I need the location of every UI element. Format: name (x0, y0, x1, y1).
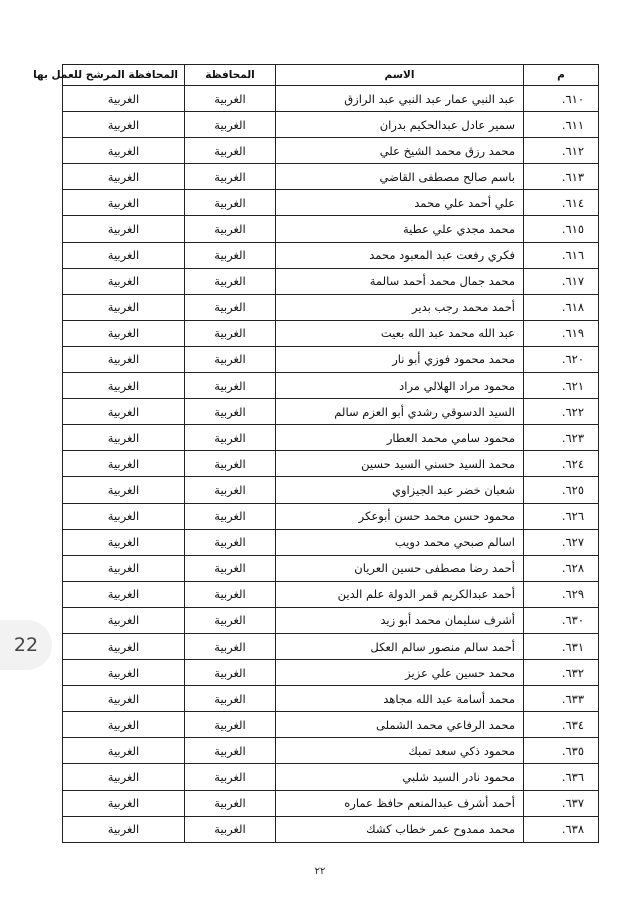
row-number: ٦٢٣. (524, 425, 599, 451)
table-row (63, 790, 599, 816)
row-number: ٦١٤. (524, 190, 599, 216)
row-number: ٦٢٢. (524, 399, 599, 425)
row-number: ٦٣٤. (524, 712, 599, 738)
row-number: ٦٢٠. (524, 346, 599, 372)
row-number: ٦٣١. (524, 633, 599, 659)
table-row (63, 477, 599, 503)
row-target-governorate: الغربية (63, 268, 185, 294)
row-governorate: الغربية (185, 216, 276, 242)
row-governorate: الغربية (185, 294, 276, 320)
row-name: أحمد عبدالكريم قمر الدولة علم الدين (276, 581, 524, 607)
row-governorate: الغربية (185, 738, 276, 764)
row-number: ٦٢٩. (524, 581, 599, 607)
table-row (63, 712, 599, 738)
names-table (33, 64, 599, 843)
row-number: ٦١٣. (524, 164, 599, 190)
row-governorate: الغربية (185, 712, 276, 738)
row-name: محمود سامي محمد العطار (276, 425, 524, 451)
row-name: محمد أسامة عبد الله مجاهد (276, 686, 524, 712)
header-target-governorate: المحافظة المرشح للعمل بها (63, 65, 185, 86)
row-target-governorate: الغربية (63, 686, 185, 712)
row-target-governorate: الغربية (63, 399, 185, 425)
row-name: سمير عادل عبدالحكيم بدران (276, 112, 524, 138)
table-row (63, 660, 599, 686)
table-row (63, 425, 599, 451)
row-number: ٦٣٦. (524, 764, 599, 790)
row-name: محمود نادر السيد شلبي (276, 764, 524, 790)
table-row (63, 242, 599, 268)
row-number: ٦٢١. (524, 373, 599, 399)
row-number: ٦١٦. (524, 242, 599, 268)
row-number: ٦١٠. (524, 86, 599, 112)
row-name: فكري رفعت عبد المعبود محمد (276, 242, 524, 268)
row-name: السيد الدسوقي رشدي أبو العزم سالم (276, 399, 524, 425)
row-target-governorate: الغربية (63, 373, 185, 399)
table-row (63, 399, 599, 425)
row-name: محمد ممدوح عمر خطاب كشك (276, 816, 524, 842)
row-governorate: الغربية (185, 529, 276, 555)
row-number: ٦٣٢. (524, 660, 599, 686)
table-row (63, 216, 599, 242)
row-name: أحمد أشرف عبدالمنعم حافظ عماره (276, 790, 524, 816)
row-target-governorate: الغربية (63, 816, 185, 842)
row-name: باسم صالح مصطفى القاضي (276, 164, 524, 190)
table-row (63, 555, 599, 581)
row-governorate: الغربية (185, 790, 276, 816)
row-governorate: الغربية (185, 86, 276, 112)
row-governorate: الغربية (185, 112, 276, 138)
row-name: محمد رزق محمد الشيخ علي (276, 138, 524, 164)
row-governorate: الغربية (185, 555, 276, 581)
row-number: ٦٣٧. (524, 790, 599, 816)
row-target-governorate: الغربية (63, 529, 185, 555)
row-governorate: الغربية (185, 399, 276, 425)
table-row (63, 268, 599, 294)
row-number: ٦٢٧. (524, 529, 599, 555)
row-number: ٦٣٣. (524, 686, 599, 712)
row-governorate: الغربية (185, 764, 276, 790)
row-governorate: الغربية (185, 138, 276, 164)
row-governorate: الغربية (185, 268, 276, 294)
row-governorate: الغربية (185, 660, 276, 686)
row-target-governorate: الغربية (63, 555, 185, 581)
row-name: محمود مراد الهلالي مراد (276, 373, 524, 399)
row-target-governorate: الغربية (63, 216, 185, 242)
row-target-governorate: الغربية (63, 477, 185, 503)
row-target-governorate: الغربية (63, 294, 185, 320)
table-row (63, 294, 599, 320)
table-row (63, 738, 599, 764)
row-name: محمد الرفاعي محمد الشملى (276, 712, 524, 738)
row-number: ٦١١. (524, 112, 599, 138)
row-name: محمود ذكي سعد تمبك (276, 738, 524, 764)
row-number: ٦١٧. (524, 268, 599, 294)
page-footer-number: ٢٢ (314, 866, 326, 877)
row-governorate: الغربية (185, 451, 276, 477)
table-row (63, 346, 599, 372)
row-target-governorate: الغربية (63, 607, 185, 633)
row-target-governorate: الغربية (63, 425, 185, 451)
table-row (63, 112, 599, 138)
row-governorate: الغربية (185, 164, 276, 190)
row-name: علي أحمد علي محمد (276, 190, 524, 216)
row-governorate: الغربية (185, 346, 276, 372)
row-governorate: الغربية (185, 477, 276, 503)
row-governorate: الغربية (185, 607, 276, 633)
header-num: م (524, 65, 599, 86)
table-header-row (63, 65, 599, 86)
row-name: عبد النبي عمار عبد النبي عبد الرازق (276, 86, 524, 112)
row-governorate: الغربية (185, 373, 276, 399)
row-name: شعبان خضر عبد الجيزاوي (276, 477, 524, 503)
table-row (63, 190, 599, 216)
table-row (63, 503, 599, 529)
row-target-governorate: الغربية (63, 633, 185, 659)
table-row (63, 633, 599, 659)
row-number: ٦١٢. (524, 138, 599, 164)
row-target-governorate: الغربية (63, 712, 185, 738)
row-name: أحمد رضا مصطفى حسين العريان (276, 555, 524, 581)
row-target-governorate: الغربية (63, 86, 185, 112)
row-target-governorate: الغربية (63, 660, 185, 686)
row-name: محمد السيد حسني السيد حسين (276, 451, 524, 477)
row-governorate: الغربية (185, 581, 276, 607)
row-target-governorate: الغربية (63, 320, 185, 346)
row-number: ٦٣٨. (524, 816, 599, 842)
row-number: ٦٣٠. (524, 607, 599, 633)
row-name: أحمد محمد رجب بدير (276, 294, 524, 320)
row-governorate: الغربية (185, 686, 276, 712)
table-row (63, 164, 599, 190)
row-name: محمد مجدي علي عطية (276, 216, 524, 242)
row-name: محمد محمود فوزي أبو نار (276, 346, 524, 372)
row-governorate: الغربية (185, 503, 276, 529)
table-row (63, 138, 599, 164)
table-row (63, 373, 599, 399)
row-number: ٦٢٥. (524, 477, 599, 503)
row-governorate: الغربية (185, 425, 276, 451)
row-target-governorate: الغربية (63, 503, 185, 529)
table-row (63, 816, 599, 842)
row-target-governorate: الغربية (63, 451, 185, 477)
row-name: أحمد سالم منصور سالم العكل (276, 633, 524, 659)
header-governorate: المحافظة (185, 65, 276, 86)
row-target-governorate: الغربية (63, 164, 185, 190)
row-number: ٦٢٤. (524, 451, 599, 477)
table-row (63, 686, 599, 712)
row-governorate: الغربية (185, 242, 276, 268)
row-governorate: الغربية (185, 320, 276, 346)
header-name: الاسم (276, 65, 524, 86)
table-row (63, 581, 599, 607)
row-name: محمد جمال محمد أحمد سالمة (276, 268, 524, 294)
row-target-governorate: الغربية (63, 138, 185, 164)
row-name: عبد الله محمد عبد الله بعيت (276, 320, 524, 346)
row-target-governorate: الغربية (63, 242, 185, 268)
row-target-governorate: الغربية (63, 346, 185, 372)
row-target-governorate: الغربية (63, 190, 185, 216)
table-row (63, 764, 599, 790)
row-target-governorate: الغربية (63, 764, 185, 790)
table-row (63, 607, 599, 633)
table-row (63, 86, 599, 112)
table-row (63, 529, 599, 555)
row-target-governorate: الغربية (63, 581, 185, 607)
table-row (63, 451, 599, 477)
table-body (63, 86, 599, 843)
page-number-badge: 22 (0, 620, 52, 670)
row-number: ٦١٨. (524, 294, 599, 320)
row-name: اسالم صبحي محمد دويب (276, 529, 524, 555)
row-governorate: الغربية (185, 633, 276, 659)
row-number: ٦٢٨. (524, 555, 599, 581)
row-target-governorate: الغربية (63, 738, 185, 764)
row-name: أشرف سليمان محمد أبو زيد (276, 607, 524, 633)
row-target-governorate: الغربية (63, 790, 185, 816)
row-governorate: الغربية (185, 190, 276, 216)
row-name: محمود حسن محمد حسن أبوعكر (276, 503, 524, 529)
row-number: ٦٢٦. (524, 503, 599, 529)
row-target-governorate: الغربية (63, 112, 185, 138)
row-number: ٦٣٥. (524, 738, 599, 764)
row-number: ٦١٩. (524, 320, 599, 346)
row-number: ٦١٥. (524, 216, 599, 242)
row-name: محمد حسين علي عزيز (276, 660, 524, 686)
row-governorate: الغربية (185, 816, 276, 842)
table-row (63, 320, 599, 346)
